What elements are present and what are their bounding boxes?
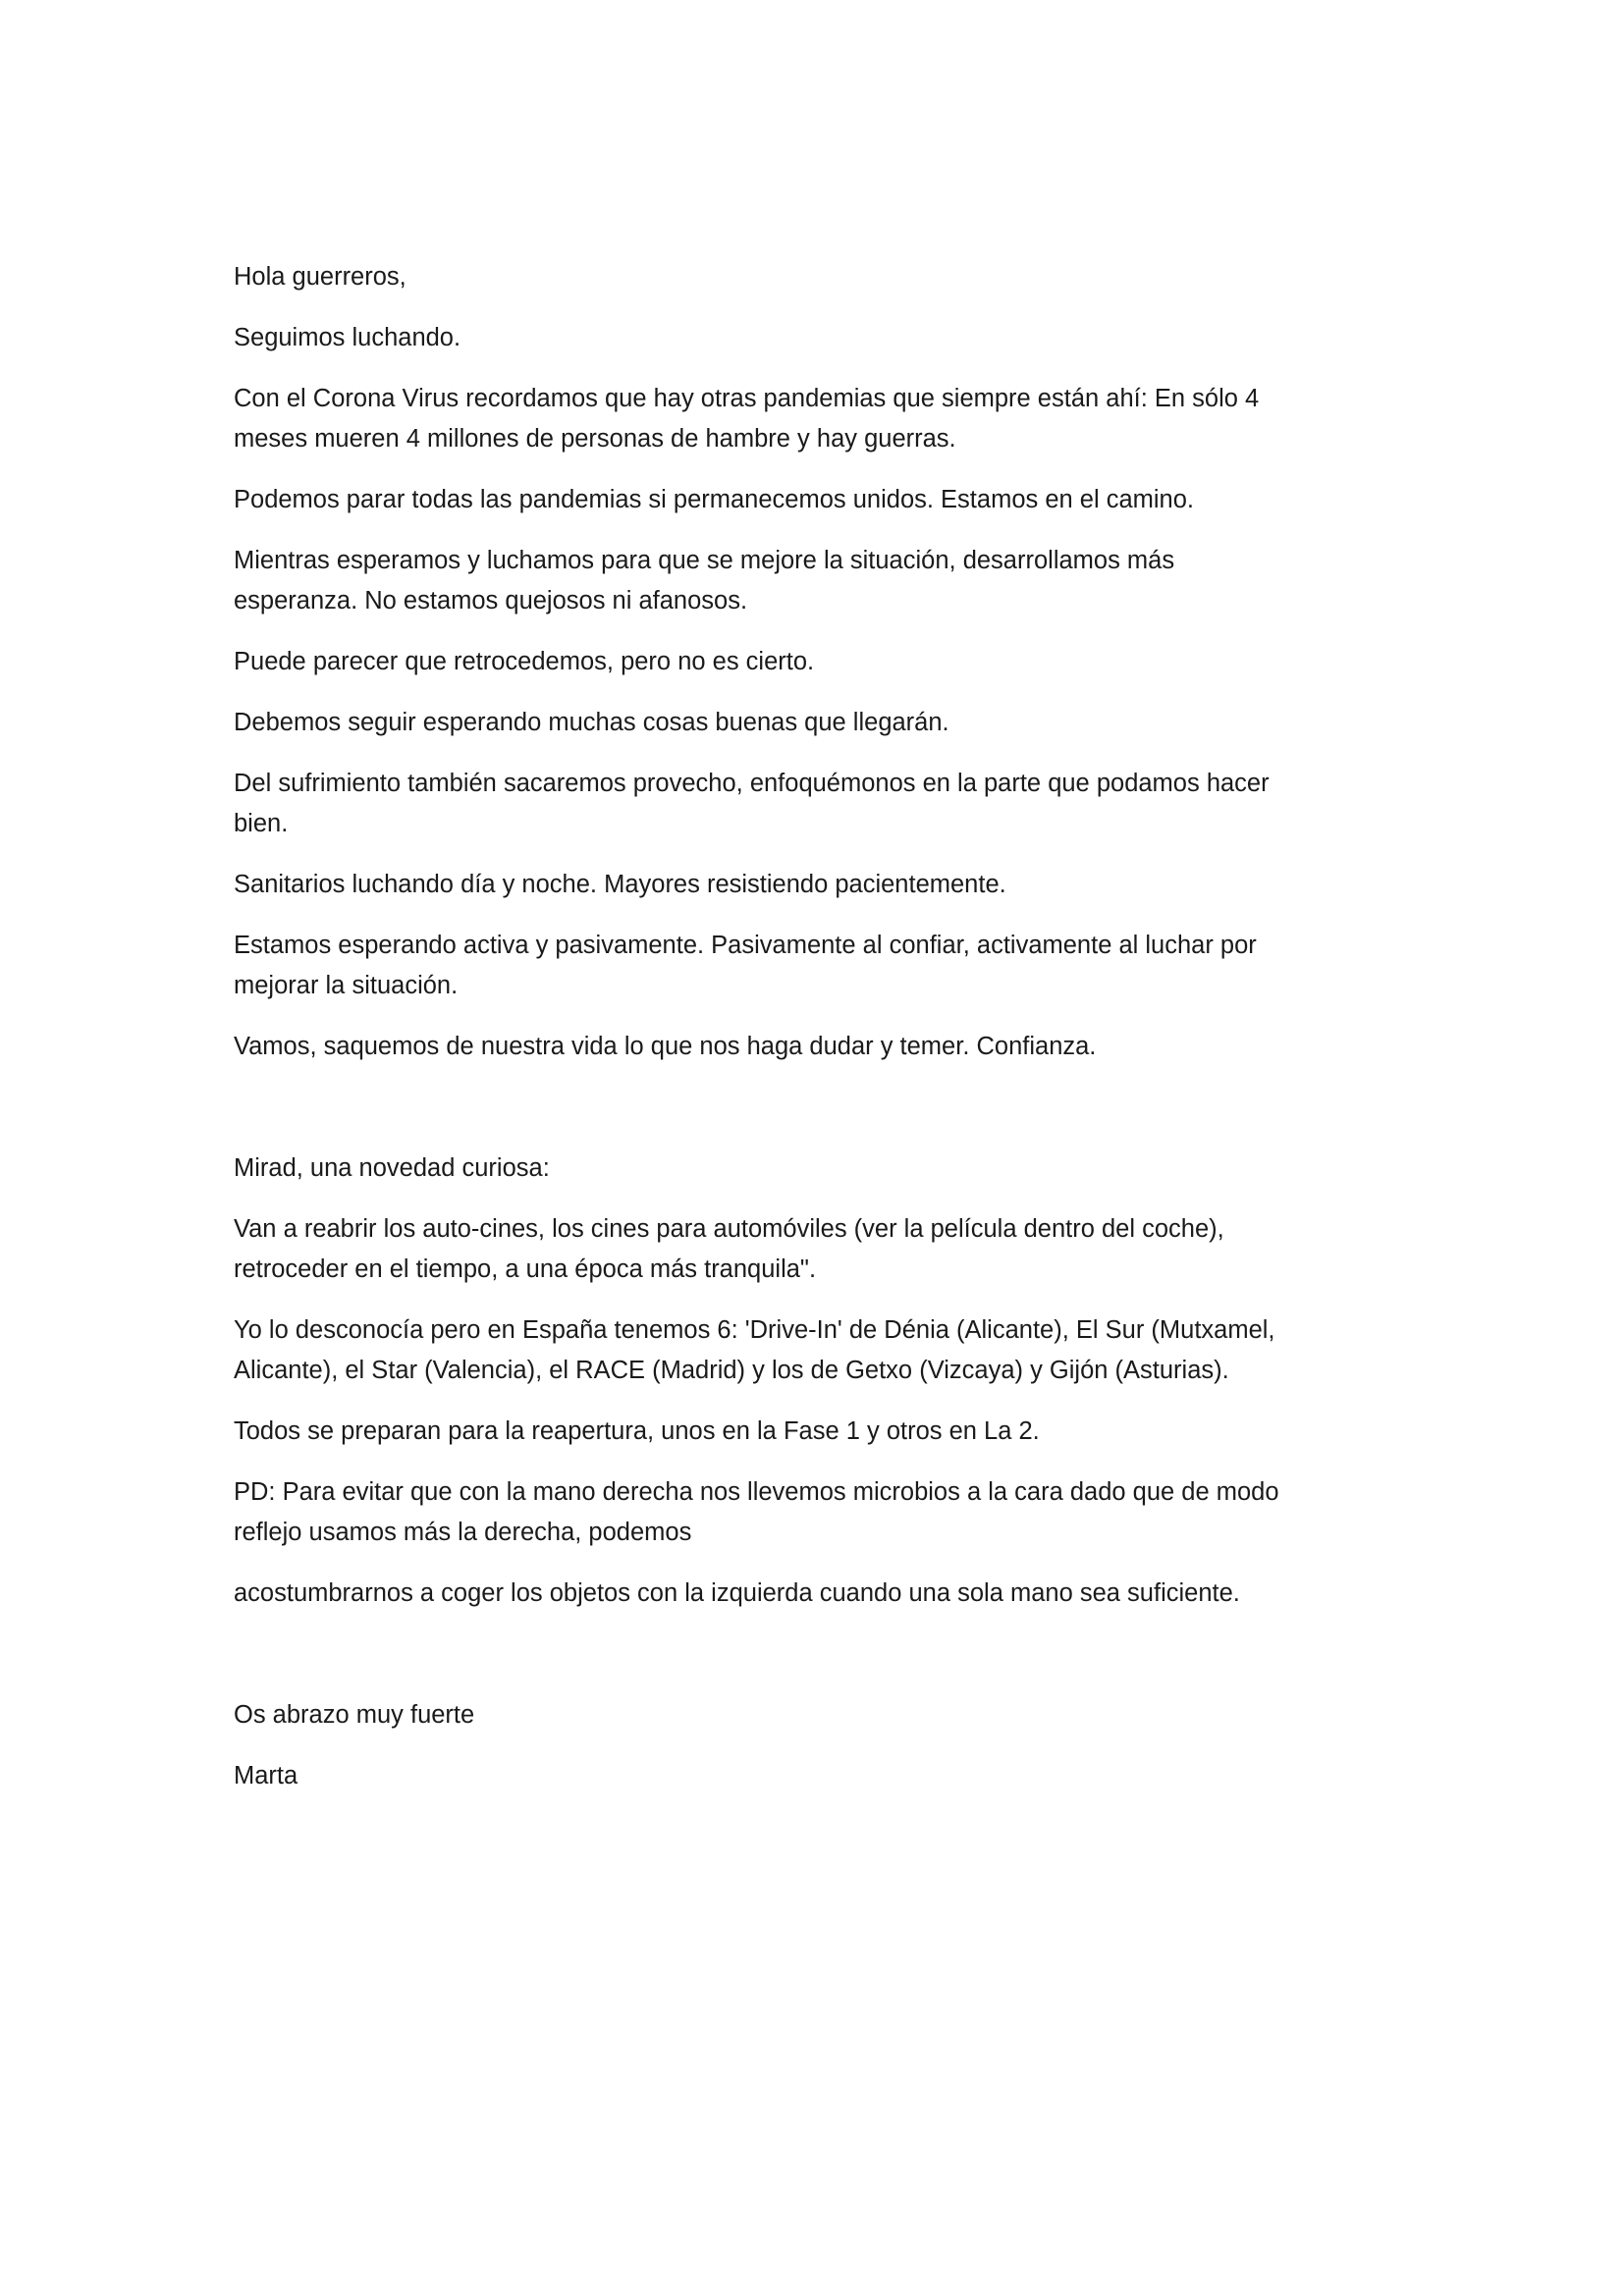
paragraph: [234, 480, 1451, 520]
greeting-line: Hola guerreros,: [234, 263, 406, 291]
paragraph-line: Podemos parar todas las pandemias si permanecemos unidos. Estamos en el camino.: [234, 486, 1195, 513]
paragraph-line: Seguimos luchando.: [234, 324, 461, 351]
signature: [234, 1756, 1451, 1796]
paragraph-line: mejorar la situación.: [234, 972, 459, 999]
paragraph: [234, 865, 1451, 905]
paragraph-line: Todos se preparan para la reapertura, unos en la Fase 1 y otros en La 2.: [234, 1417, 1040, 1445]
paragraph: [234, 1574, 1451, 1614]
paragraph-line: Del sufrimiento también sacaremos provecho, enfoquémonos en la parte que podamos hacer: [234, 770, 1270, 797]
paragraph: [234, 1310, 1451, 1391]
paragraph-line: Estamos esperando activa y pasivamente. Pasivamente al confiar, activamente al luchar por: [234, 932, 1257, 959]
paragraph: [234, 541, 1451, 621]
paragraph-line: meses mueren 4 millones de personas de hambre y hay guerras.: [234, 425, 956, 453]
closing: [234, 1695, 1451, 1735]
paragraph: [234, 1027, 1451, 1067]
paragraph-line: Alicante), el Star (Valencia), el RACE (Madrid) y los de Getxo (Vizcaya) y Gijón (Asturias).: [234, 1357, 1229, 1384]
paragraph-line: Con el Corona Virus recordamos que hay otras pandemias que siempre están ahí: En sólo 4: [234, 385, 1260, 412]
paragraph: [234, 1412, 1451, 1452]
paragraph-line: esperanza. No estamos quejosos ni afanosos.: [234, 587, 748, 614]
paragraph: [234, 1209, 1451, 1290]
paragraph-line: bien.: [234, 810, 289, 837]
paragraph: [234, 642, 1451, 682]
paragraph-line: Yo lo desconocía pero en España tenemos 6: 'Drive-In' de Dénia (Alicante), El Sur (Mutxamel,: [234, 1316, 1275, 1344]
paragraph: [234, 1148, 1451, 1189]
paragraph-line: retroceder en el tiempo, a una época más tranquila".: [234, 1255, 817, 1283]
paragraph-line: reflejo usamos más la derecha, podemos: [234, 1519, 692, 1546]
blank-line: [234, 1088, 1451, 1148]
paragraph-line: Debemos seguir esperando muchas cosas buenas que llegarán.: [234, 709, 949, 736]
paragraph: [234, 379, 1451, 459]
paragraph: [234, 703, 1451, 743]
signature-name: Marta: [234, 1762, 298, 1789]
paragraph-line: Mientras esperamos y luchamos para que se mejore la situación, desarrollamos más: [234, 547, 1175, 574]
paragraph-line: Puede parecer que retrocedemos, pero no es cierto.: [234, 648, 815, 675]
greeting: [234, 257, 1451, 297]
paragraph: [234, 318, 1451, 358]
paragraph-line: PD: Para evitar que con la mano derecha nos llevemos microbios a la cara dado que de modo: [234, 1478, 1279, 1506]
letter-body: [234, 257, 1451, 1817]
paragraph-line: Mirad, una novedad curiosa:: [234, 1154, 550, 1182]
blank-line: [234, 1634, 1451, 1695]
paragraph-line: acostumbrarnos a coger los objetos con la izquierda cuando una sola mano sea suficiente.: [234, 1579, 1240, 1607]
paragraph: [234, 926, 1451, 1006]
paragraph-line: Sanitarios luchando día y noche. Mayores resistiendo pacientemente.: [234, 871, 1006, 898]
paragraph: [234, 764, 1451, 844]
paragraph-line: Vamos, saquemos de nuestra vida lo que nos haga dudar y temer. Confianza.: [234, 1033, 1097, 1060]
paragraph: [234, 1472, 1451, 1553]
paragraph-line: Van a reabrir los auto-cines, los cines para automóviles (ver la película dentro del coche),: [234, 1215, 1224, 1243]
closing-line: Os abrazo muy fuerte: [234, 1701, 475, 1729]
